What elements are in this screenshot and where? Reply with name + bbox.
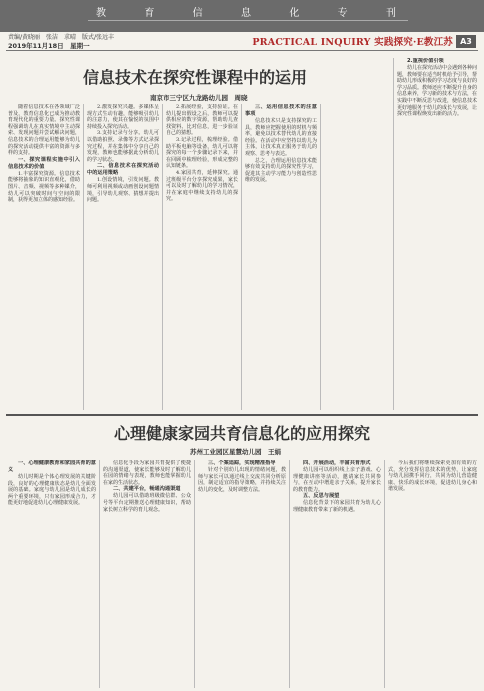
subheading: 2.重视价值引领 xyxy=(407,58,444,64)
article1-title: 信息技术在探究性课程中的运用 xyxy=(82,68,307,87)
column-divider xyxy=(162,104,163,410)
top-rule xyxy=(6,50,478,51)
column-divider xyxy=(194,460,195,688)
paragraph: 信息化手段为家园共育提供了便捷的沟通渠道，使家长能够及时了解幼儿在园的情绪与表现，教师也能掌握幼儿在家的生活状态。 xyxy=(103,460,191,486)
page-number-badge: A3 xyxy=(456,35,476,48)
article2-column-4 xyxy=(293,460,381,688)
section-char: 专 xyxy=(337,8,348,19)
paragraph: 3.记录过程，梳理经验。借助平板电脑等设备，幼儿可以将探究的每一个步骤记录下来，并在回顾中梳理经验，形成完整的认知链条。 xyxy=(166,136,238,170)
subheading: 三、运用信息技术的注意事项 xyxy=(245,104,317,117)
column-divider xyxy=(83,104,84,410)
paragraph: 信息化背景下的家园共育为幼儿心理健康教育带来了新的机遇。 xyxy=(293,500,381,513)
section-char: 化 xyxy=(289,8,300,19)
column-divider xyxy=(241,104,242,410)
paragraph: 总之，合理运用信息技术能够有效支持幼儿的探究性学习，促进其主动学习能力与创造性思维的发展。 xyxy=(245,157,317,184)
page-meta xyxy=(8,34,114,50)
section-title xyxy=(96,4,396,20)
subheading: 四、开展活动，丰富共育形式 xyxy=(303,460,371,466)
subheading: 二、信息技术在探究活动中的运用策略 xyxy=(87,163,159,177)
article2-column-1 xyxy=(8,460,96,688)
paragraph: 2.拓展经验，支持验证。在幼儿提出假设之后，教师可以提供相应的数字资源，帮助幼儿查找资料、比对信息，进一步验证自己的猜想。 xyxy=(166,104,238,137)
subheading: 三、个案追踪，实现精准指导 xyxy=(208,460,276,466)
paragraph: 信息技术只是支持探究的工具，教师应把握使用的时机与频率，避免以技术替代幼儿的直接经验。在活动中应坚持以幼儿为主体，让技术真正服务于幼儿的观察、思考与表达。 xyxy=(245,118,317,157)
subheading: 二、共建平台，畅通沟通渠道 xyxy=(113,486,181,493)
article2-byline: 苏州工业园区星慧幼儿园 王娟 xyxy=(190,448,281,456)
column-divider xyxy=(384,460,385,688)
paragraph: 1.丰富探究资源。信息技术能够将抽象的知识直观化，借助图片、音频、视频等多种媒介，幼儿可以突破时间与空间的限制，获得更加立体的感知经验。 xyxy=(8,170,80,204)
subheading: 五、反思与展望 xyxy=(303,493,340,500)
paragraph: 今后我们将继续探索更加有效的方式，充分发挥信息技术的优势，让家庭与幼儿园携手同行，共同为幼儿营造健康、快乐的成长环境，促进幼儿身心和谐发展。 xyxy=(388,460,477,493)
article2-column-5 xyxy=(388,460,477,688)
banner-title: PRACTICAL INQUIRY 实践探究·E教江苏 xyxy=(252,37,453,48)
header-divider xyxy=(88,20,408,21)
paragraph: 4.家园共育，延伸探究。通过班级平台分享探究成果，家长可以及时了解幼儿的学习情况，并在家庭中继续支持幼儿的探究。 xyxy=(166,169,238,203)
editor-credits: 责编/黄晓丽 张洁 求晴 版式/张远丰 xyxy=(8,34,115,41)
column-divider xyxy=(393,58,394,410)
section-banner xyxy=(252,34,476,48)
paragraph: 2.激发探究兴趣。多媒体呈现方式生动有趣，能够吸引幼儿的注意力，使其在愉悦的氛围中持续投入探究活动。 xyxy=(87,104,159,130)
article1-byline: 南京市三宁区九龙路幼儿园 周晓 xyxy=(150,94,248,102)
article1-column-5 xyxy=(397,58,477,410)
column-divider xyxy=(289,460,290,688)
paragraph: 幼儿时期是个体心理发展的关键阶段，良好的心理健康状态是幼儿全面发展的基础。家庭与幼儿园是幼儿成长的两个重要环境，只有家园形成合力，才能更好地促进幼儿心理健康发展。 xyxy=(8,474,96,507)
section-header-bar xyxy=(0,0,484,32)
section-char: 刊 xyxy=(385,8,396,19)
issue-date: 2019年11月18日 星期一 xyxy=(8,42,90,50)
article2-column-2 xyxy=(103,460,191,688)
article1-column-2 xyxy=(87,104,159,410)
column-divider xyxy=(320,104,321,410)
subheading: 一、探究课程实施中引入信息技术的价值 xyxy=(8,156,80,170)
section-char: 教 xyxy=(96,8,106,19)
column-divider xyxy=(99,460,100,688)
section-char: 育 xyxy=(144,8,155,19)
paragraph: 幼儿园可以借助班级微信群、公众号等平台定期推送心理健康知识，帮助家长树立科学的育儿观念。 xyxy=(103,493,191,513)
paragraph: 3.支持记录与分享。幼儿可以借助拍照、录像等方式记录探究过程，并在集体中分享自己的发现，教师也能够据此分析幼儿的学习状态。 xyxy=(87,130,159,163)
paragraph: 针对个别幼儿出现的情绪问题，教师与家长可以通过线上交流共同分析原因，制定适宜的指导策略，并持续关注幼儿的变化，及时调整方法。 xyxy=(198,467,286,493)
paragraph: 幼儿园可以组织线上亲子游戏、心理健康讲座等活动，邀请家长共同参与，在互动中增进亲子关系，提升家长的教育能力。 xyxy=(293,467,381,493)
article1-column-4 xyxy=(245,104,317,410)
article1-column-3 xyxy=(166,104,238,410)
article-separator xyxy=(6,414,478,416)
paragraph: 随着信息技术在各领域广泛普及，教育信息化已成为推动教育现代化的重要力量。探究性课程强调幼儿在真实情境中主动探索、发现问题并尝试解决问题，信息技术的合理运用能够为幼儿的探究活动提供丰富的资源与多样的支持。 xyxy=(8,104,80,157)
article2-column-3 xyxy=(198,460,286,688)
article1-column-1 xyxy=(8,104,80,410)
section-char: 信 xyxy=(192,8,203,19)
subheading: 一、心理健康教育和家园共育的意义 xyxy=(8,460,96,473)
article2-title: 心理健康家园共育信息化的应用探究 xyxy=(113,424,370,443)
paragraph: 幼儿在探究活动中会遇到各种问题，教师要在适当时机给予引导，帮助幼儿形成积极的学习态度与良好的学习品质。教师还应不断提升自身的信息素养，学习新的技术与方法，在实践中不断反思与改进，使信息技术更好地服务于幼儿的成长与发展，让探究性课程焕发出新的活力。 xyxy=(397,65,477,118)
paragraph: 1.创设情境，引发问题。教师可利用视频或动画创设问题情境，引导幼儿观察、猜想并提出问题。 xyxy=(87,177,159,204)
section-char: 息 xyxy=(240,8,251,19)
